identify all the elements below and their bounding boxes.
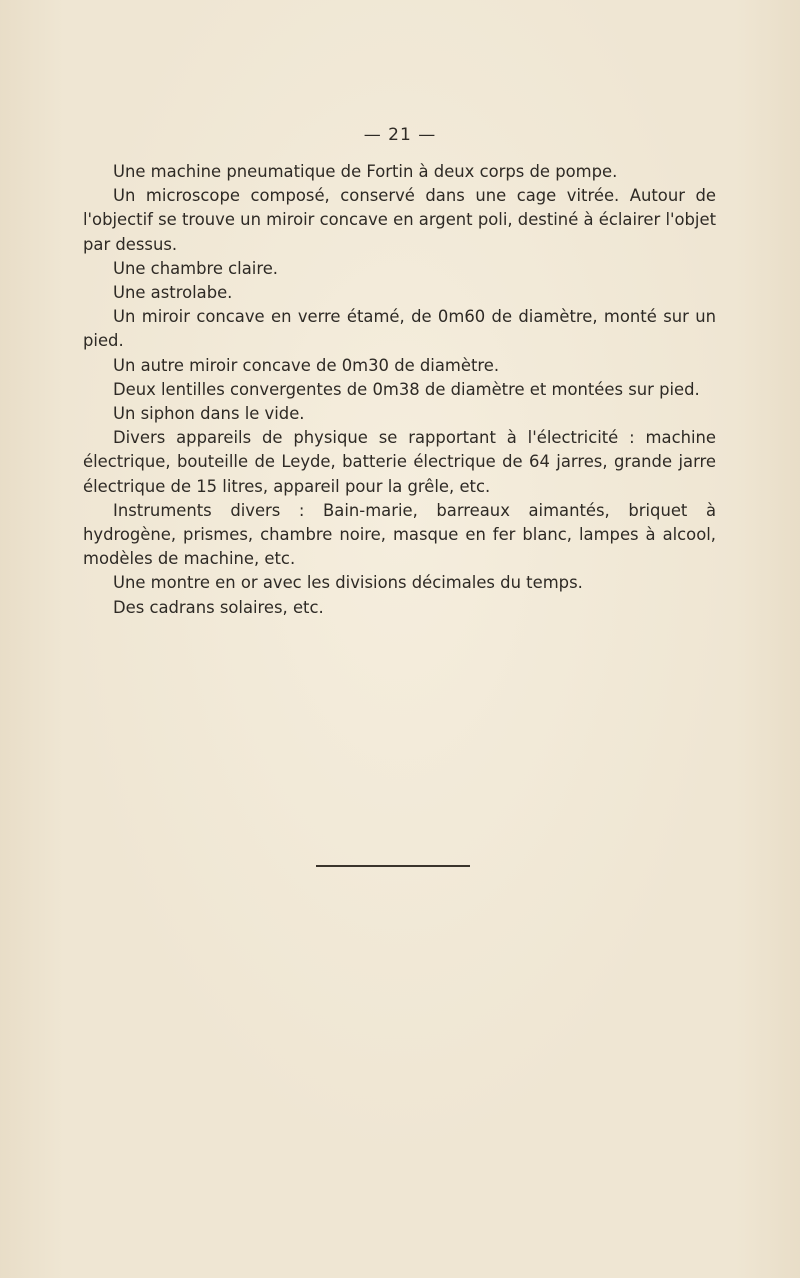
page-body bbox=[83, 160, 716, 620]
paragraph-siphon: Un siphon dans le vide. bbox=[113, 404, 305, 424]
paragraph-camera-lucida: Une chambre claire. bbox=[113, 258, 279, 278]
paragraph-sundials: Des cadrans solaires, etc. bbox=[113, 597, 324, 617]
paragraph-electricity-apparatus: Divers appareils de physique se rapportant à l'électricité : machine électrique, bouteille de Leyde, batterie électrique de 64 jarres, grande jarre électrique de 15 litres, appareil pour la grêle, etc. bbox=[83, 428, 716, 496]
paragraph-other-mirror: Un autre miroir concave de 0m30 de diamètre. bbox=[113, 355, 500, 375]
paragraph-gold-watch: Une montre en or avec les divisions décimales du temps. bbox=[113, 573, 583, 593]
paragraph-lenses: Deux lentilles convergentes de 0m38 de diamètre et montées sur pied. bbox=[113, 379, 700, 399]
page-number: — 21 — bbox=[363, 125, 437, 145]
paragraph-glass-mirror: Un miroir concave en verre étamé, de 0m60 de diamètre, monté sur un pied. bbox=[83, 307, 716, 351]
paragraph-astrolabe: Une astrolabe. bbox=[113, 283, 233, 303]
end-rule bbox=[316, 865, 470, 867]
paragraph-microscope: Un microscope composé, conservé dans une cage vitrée. Autour de l'objectif se trouve un miroir concave en argent poli, destiné à éclairer l'objet par dessus. bbox=[83, 186, 716, 254]
paragraph-various-instruments: Instruments divers : Bain-marie, barreaux aimantés, briquet à hydrogène, prismes, chambre noire, masque en fer blanc, lampes à alcool, modèles de machine, etc. bbox=[83, 500, 716, 569]
paragraph-pneumatic-machine: Une machine pneumatique de Fortin à deux corps de pompe. bbox=[113, 162, 618, 181]
